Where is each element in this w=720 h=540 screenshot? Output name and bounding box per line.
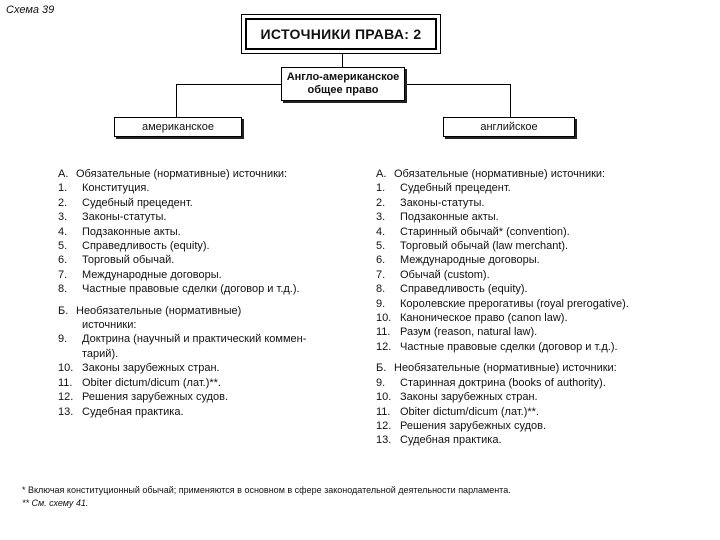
list-item-text: Судебный прецедент.	[400, 182, 511, 195]
list-item-text: Справедливость (equity).	[400, 283, 528, 296]
american-section-b-heading-cont: источники:	[82, 319, 137, 332]
list-item	[376, 196, 666, 210]
english-required-list	[376, 181, 666, 354]
list-item-text: Доктрина (научный и практический коммен-	[82, 333, 307, 346]
page-title: ИСТОЧНИКИ ПРАВА: 2	[245, 18, 437, 50]
english-sources	[376, 167, 666, 448]
list-item-number: 2.	[376, 196, 386, 209]
anglo-american-box	[281, 67, 405, 101]
list-item-text: Справедливость (equity).	[82, 240, 210, 253]
american-box: американское	[114, 117, 242, 137]
list-item	[58, 196, 340, 210]
list-item-number: 13.	[376, 434, 392, 447]
english-section-a-heading: А. Обязательные (нормативные) источники:	[376, 168, 606, 180]
list-item	[58, 332, 340, 346]
list-item-text: Разум (reason, natural law).	[400, 326, 538, 339]
list-item-number: 11.	[58, 376, 73, 389]
list-item-text: Международные договоры.	[82, 268, 222, 281]
list-item	[376, 297, 666, 311]
root-line1: Англо-американское	[286, 71, 400, 83]
list-item-text: Законы зарубежных стран.	[400, 391, 538, 404]
list-item-text: Частные правовые сделки (договор и т.д.).	[82, 283, 300, 296]
connector-right-h	[405, 84, 510, 85]
list-item-text: Судебный прецедент.	[82, 196, 193, 209]
list-item	[376, 210, 666, 224]
list-item-number: 11.	[376, 326, 391, 339]
list-item-number: 12.	[376, 340, 392, 353]
connector-right-v	[510, 84, 511, 117]
title-box	[241, 14, 441, 54]
list-item-text: Подзаконные акты.	[82, 225, 181, 238]
connector-title-root	[342, 54, 343, 67]
list-item	[58, 210, 340, 224]
list-item-text: Торговый обычай (law merchant).	[400, 240, 569, 253]
list-item	[376, 433, 666, 447]
list-item	[376, 311, 666, 325]
list-item	[376, 376, 666, 390]
list-item-number: 9.	[376, 297, 386, 310]
list-item-number: 5.	[58, 240, 68, 253]
list-item	[376, 239, 666, 253]
list-item	[376, 405, 666, 419]
list-item-text: Obiter dictum/dicum (лат.)**.	[400, 405, 539, 418]
list-item-number: 13.	[58, 405, 74, 418]
list-item-continuation: тарий).	[82, 347, 119, 360]
list-item-text: Подзаконные акты.	[400, 211, 499, 224]
list-item-number: 1.	[376, 182, 386, 195]
english-optional-list	[376, 376, 666, 448]
list-item-text: Решения зарубежных судов.	[82, 391, 229, 404]
list-item-text: Королевские прерогативы (royal prerogative).	[400, 297, 629, 310]
list-item-number: 7.	[376, 268, 386, 281]
list-item-text: Обычай (custom).	[400, 268, 490, 281]
scheme-label: Схема 39	[6, 4, 55, 16]
list-item	[376, 181, 666, 195]
english-section-b-heading: Б. Необязательные (нормативные) источники:	[376, 362, 617, 375]
american-section-a-heading: А. Обязательные (нормативные) источники:	[58, 168, 288, 180]
footnotes	[22, 484, 702, 510]
list-item-number: 5.	[376, 240, 386, 253]
list-item	[58, 376, 340, 390]
list-item-text: Законы-статуты.	[400, 196, 485, 209]
list-item-text: Законы-статуты.	[82, 211, 167, 224]
list-item-text: Каноническое право (canon law).	[400, 312, 568, 325]
list-item	[58, 239, 340, 253]
list-item	[376, 268, 666, 282]
list-item-text: Решения зарубежных судов.	[400, 419, 547, 432]
list-item	[58, 181, 340, 195]
list-item	[58, 361, 340, 375]
list-item	[376, 340, 666, 354]
list-item-number: 6.	[376, 254, 386, 267]
list-item-number: 4.	[58, 225, 68, 238]
list-item-number: 7.	[58, 268, 68, 281]
list-item-number: 10.	[58, 362, 74, 375]
footnote-2: ** См. схему 41.	[22, 498, 89, 508]
american-optional-list	[58, 332, 340, 418]
american-sources	[58, 167, 340, 419]
list-item-text: Международные договоры.	[400, 254, 540, 267]
list-item	[376, 253, 666, 267]
list-item-number: 2.	[58, 196, 68, 209]
list-item-number: 3.	[58, 211, 68, 224]
list-item	[376, 325, 666, 339]
root-line2: общее право	[307, 84, 379, 96]
list-item-number: 1.	[58, 182, 68, 195]
american-section-b-heading: Б. Необязательные (нормативные)	[58, 304, 242, 317]
list-item-number: 8.	[376, 283, 386, 296]
list-item	[376, 390, 666, 404]
connector-left-v	[176, 84, 177, 117]
list-item-number: 10.	[376, 312, 392, 325]
list-item-number: 4.	[376, 225, 386, 238]
list-item-number: 9.	[58, 333, 68, 346]
list-item-number: 10.	[376, 391, 392, 404]
list-item	[58, 253, 340, 267]
list-item-text: Судебная практика.	[400, 434, 502, 447]
list-item	[376, 282, 666, 296]
list-item-text: Частные правовые сделки (договор и т.д.).	[400, 340, 618, 353]
list-item-number: 8.	[58, 283, 68, 296]
list-item-number: 3.	[376, 211, 386, 224]
list-item-text: Судебная практика.	[82, 405, 184, 418]
list-item-number: 12.	[58, 391, 74, 404]
list-item-text: Конституция.	[82, 182, 150, 195]
list-item	[376, 225, 666, 239]
list-item-text: Законы зарубежных стран.	[82, 362, 220, 375]
list-item	[58, 390, 340, 404]
list-item-number: 12.	[376, 419, 392, 432]
list-item-number: 11.	[376, 405, 391, 418]
list-item	[58, 268, 340, 282]
connector-left-h	[176, 84, 281, 85]
list-item-number: 6.	[58, 254, 68, 267]
english-box: английское	[443, 117, 575, 137]
footnote-1: * Включая конституционный обычай; применяются в основном в сфере законодательной деятельности парламента.	[22, 485, 511, 495]
list-item-number: 9.	[376, 376, 386, 389]
list-item-text: Старинная доктрина (books of authority).	[400, 376, 606, 389]
american-required-list	[58, 181, 340, 296]
list-item	[58, 405, 340, 419]
list-item-text: Старинный обычай* (convention).	[400, 225, 570, 238]
list-item-text: Obiter dictum/dicum (лат.)**.	[82, 376, 221, 389]
list-item	[58, 225, 340, 239]
list-item	[58, 282, 340, 296]
list-item	[376, 419, 666, 433]
list-item-text: Торговый обычай.	[82, 254, 175, 267]
